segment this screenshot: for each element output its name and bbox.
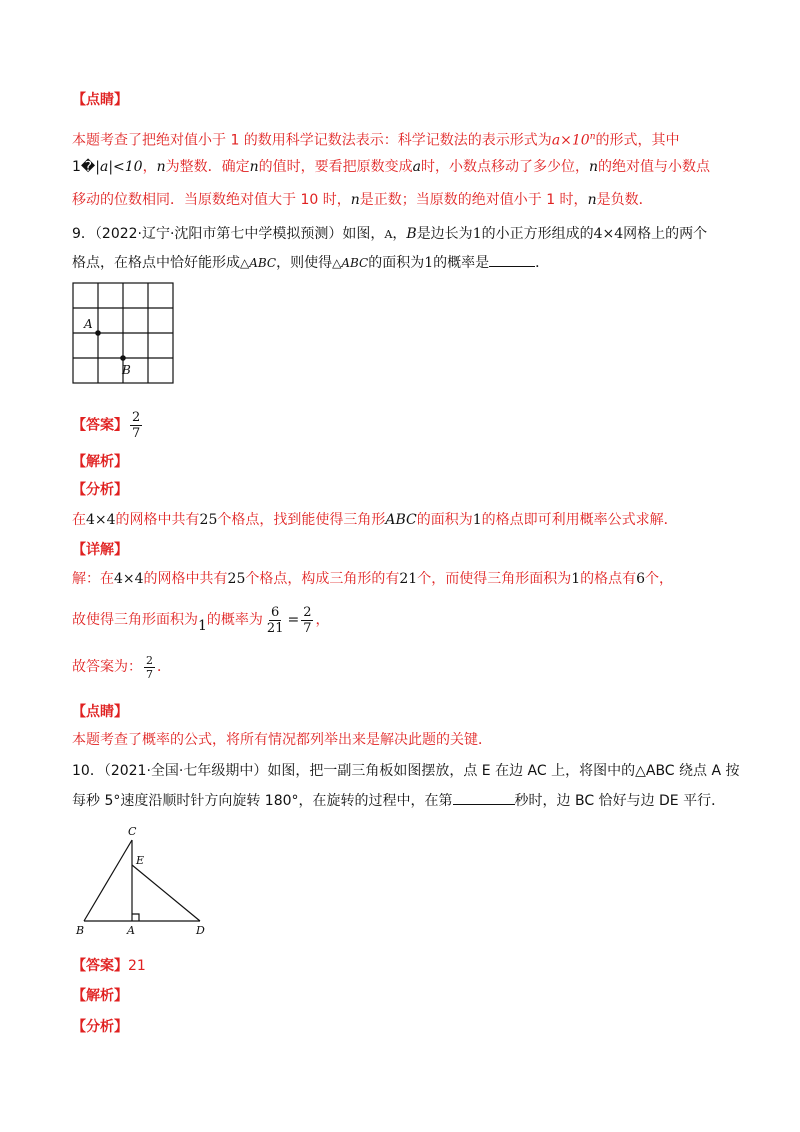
dianjing-tag-q9: 【点睛】 [72, 704, 128, 720]
xiangjie-tag-q9: 【详解】 [72, 542, 128, 558]
q10-stem-line2: 每秒 5°速度沿顺时针方向旋转 180°，在旋转的过程中，在第 秒时，边 BC 恰好与边 DE 平行． [72, 790, 725, 811]
q9-answer-fraction: $\frac{2}{7}$ [132, 410, 141, 441]
daan-tag: 【答案】 [72, 958, 128, 974]
q9-xiangjie-line3: 故答案为： $\frac{2}{7}$ ． [72, 653, 171, 681]
fenxi-tag-q9: 【分析】 [72, 482, 128, 498]
q8-dianjing-line1: 本题考查了把绝对值小于 1 的数用科学记数法表示：科学记数法的表示形式为$a\times 10^n$的形式，其中 [72, 132, 680, 149]
q8-dianjing-line2: 1�|a|<10，n为整数．确定n的值时，要看把原数变成a时，小数点移动了多少位，n的绝对值与小数点 [72, 159, 711, 175]
label-b: B [76, 924, 85, 937]
q9-grid-figure [72, 282, 176, 386]
q10-answer-row [72, 956, 146, 976]
daan-tag: 【答案】 [72, 417, 128, 434]
dianjing-tag-q8: 【点睛】 [72, 92, 128, 108]
label-b: B [122, 363, 131, 377]
q9-answer-row [72, 410, 144, 441]
q9-xiangjie-line1: 解：在4×4的网格中共有25个格点，构成三角形的有21个，而使得三角形面积为1的格点有6个， [72, 571, 674, 587]
q9-answer-blank [489, 252, 535, 267]
q10-answer-blank [453, 790, 515, 805]
q9-xiangjie-line2: 故使得三角形面积为1的概率为 $\frac{6}{21}$ = $\frac{2}{7}$ ， [72, 604, 330, 636]
point-b [120, 355, 126, 361]
label-c: C [128, 825, 137, 838]
q10-triangle-figure [72, 820, 212, 942]
label-a: A [84, 317, 93, 331]
q8-dianjing-line3: 移动的位数相同．当原数绝对值大于 10 时，n是正数；当原数的绝对值小于 1 时，n是负数． [72, 192, 653, 208]
jiexi-tag-q9: 【解析】 [72, 454, 128, 470]
fraction-2-7: $\frac{2}{7}$ [303, 604, 312, 636]
label-a: A [127, 924, 135, 937]
q9-stem-line2: 格点，在格点中恰好能形成△ABC，则使得△ABC的面积为1的概率是 ． [72, 252, 549, 273]
q9-dianjing-text: 本题考查了概率的公式，将所有情况都列举出来是解决此题的关键． [72, 732, 492, 748]
label-e: E [136, 854, 145, 867]
q9-stem-line1: 9．（2022·辽宁·沈阳市第七中学模拟预测）如图，A，B是边长为1的小正方形组成的4×4网格上的两个 [72, 226, 708, 242]
q9-fenxi-text: 在4×4的网格中共有25个格点，找到能使得三角形ABC的面积为1的格点即可利用概率公式求解． [72, 512, 678, 528]
fenxi-tag-q10: 【分析】 [72, 1019, 128, 1035]
point-a [95, 330, 101, 336]
q10-stem-line1: 10．（2021·全国·七年级期中）如图，把一副三角板如图摆放，点 E 在边 AC 上，将图中的△ABC 绕点 A 按 [72, 763, 740, 779]
jiexi-tag-q10: 【解析】 [72, 988, 128, 1004]
fraction-6-21: $\frac{6}{21}$ [266, 604, 284, 636]
label-d: D [196, 924, 205, 937]
q10-answer-value: 21 [128, 958, 146, 974]
fraction-answer: $\frac{2}{7}$ [146, 653, 153, 681]
